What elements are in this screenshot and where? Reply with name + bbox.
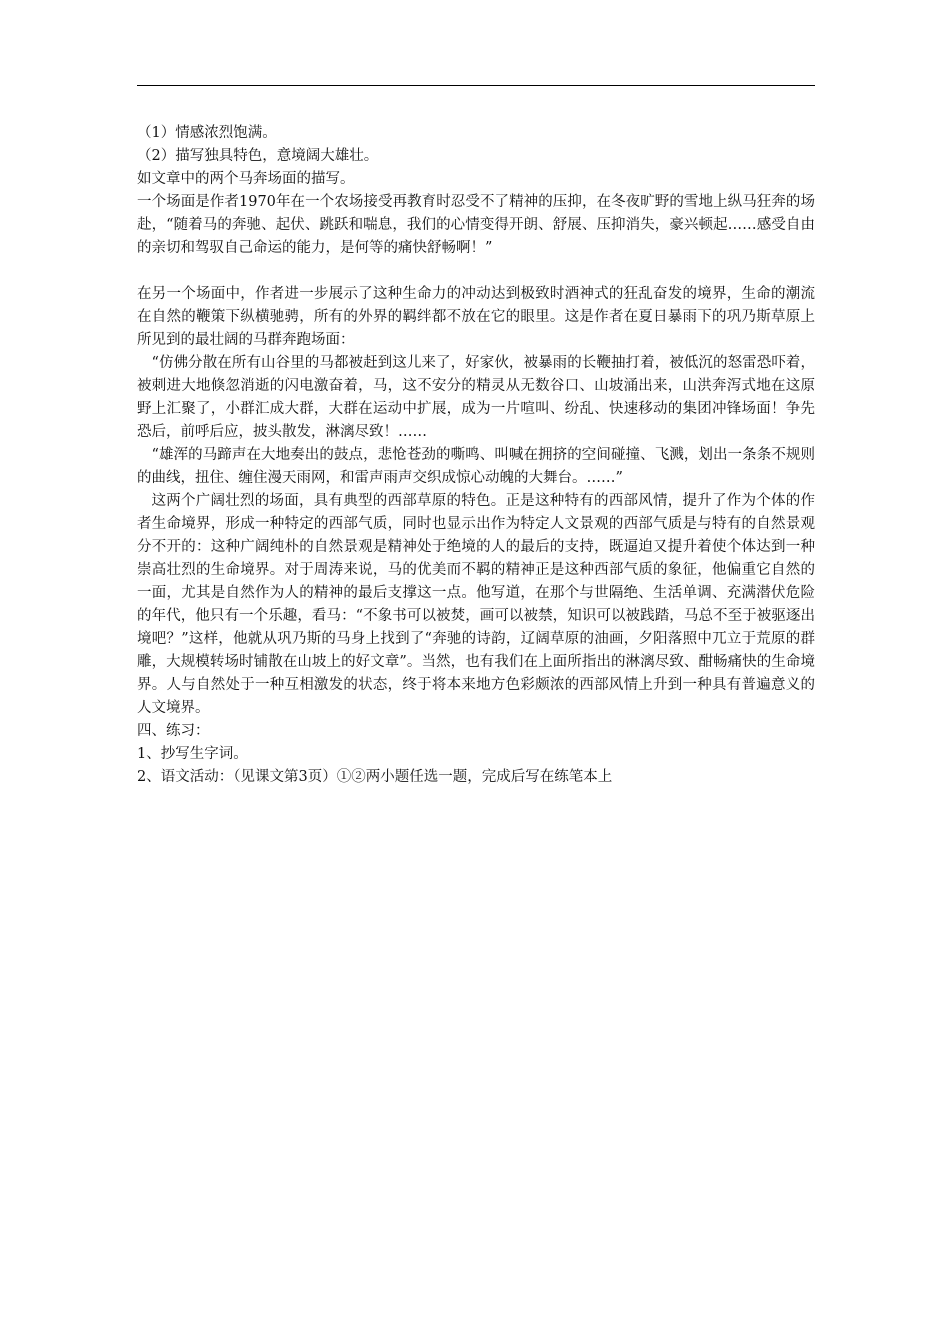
paragraph-gap [137, 260, 815, 283]
point-1: （1）情感浓烈饱满。 [137, 125, 277, 141]
quote-1: “仿佛分散在所有山谷里的马都被赶到这儿来了，好家伙，被暴雨的长鞭抽打着，被低沉的怒雷恐吓着，被刺进大地倏忽消逝的闪电激奋着，马，这不安分的精灵从无数谷口、山坡涌出来，山洪奔泻式地在这原野上汇聚了，小群汇成大群，大群在运动中扩展，成为一片喧叫、纷乱、快速移动的集团冲锋场面！争先恐后，前呼后应，披头散发，淋漓尽致！…… [137, 355, 815, 440]
paragraph-scene-2: 在另一个场面中，作者进一步展示了这种生命力的冲动达到极致时酒神式的狂乱奋发的境界，生命的潮流在自然的鞭策下纵横驰骋，所有的外界的羁绊都不放在它的眼里。这是作者在夏日暴雨下的巩乃斯草原上所见到的最壮阔的马群奔跑场面： [137, 286, 815, 348]
exercise-1: 1、抄写生字词。 [137, 746, 248, 762]
point-2: （2）描写独具特色，意境阔大雄壮。 [137, 148, 379, 164]
quote-2: “雄浑的马蹄声在大地奏出的鼓点，悲怆苍劲的嘶鸣、叫喊在拥挤的空间碰撞、飞溅，划出一条条不规则的曲线，扭住、缠住漫天雨网，和雷声雨声交织成惊心动魄的大舞台。……” [137, 447, 815, 486]
header-rule [137, 85, 815, 86]
paragraph-analysis: 这两个广阔壮烈的场面，具有典型的西部草原的特色。正是这种特有的西部风情，提升了作为个体的作者生命境界，形成一种特定的西部气质，同时也显示出作为特定人文景观的西部气质是与特有的自然景观分不开的：这种广阔纯朴的自然景观是精神处于绝境的人的最后的支持，既逼迫又提升着使个体达到一种崇高壮烈的生命境界。对于周涛来说，马的优美而不羁的精神正是这种西部气质的象征，他偏重它自然的一面，尤其是自然作为人的精神的最后支撑这一点。他写道，在那个与世隔绝、生活单调、充满潜伏危险的年代，他只有一个乐趣，看马：“不象书可以被焚，画可以被禁，知识可以被践踏，马总不至于被驱逐出境吧？”这样，他就从巩乃斯的马身上找到了“奔驰的诗韵，辽阔草原的油画，夕阳落照中兀立于荒原的群雕，大规模转场时铺散在山坡上的好文章”。当然，也有我们在上面所指出的淋漓尽致、酣畅痛快的生命境界。人与自然处于一种互相激发的状态，终于将本来地方色彩颇浓的西部风情上升到一种具有普遍意义的人文境界。 [137, 493, 815, 716]
exercise-2: 2、语文活动：（见课文第3页）①②两小题任选一题，完成后写在练笔本上 [137, 769, 613, 785]
paragraph-scene-1: 一个场面是作者1970年在一个农场接受再教育时忍受不了精神的压抑，在冬夜旷野的雪地上纵马狂奔的场赴，“随着马的奔驰、起伏、跳跃和喘息，我们的心情变得开朗、舒展、压抑消失，豪兴顿起……感受自由的亲切和驾驭自己命运的能力，是何等的痛快舒畅啊！” [137, 194, 815, 256]
intro-line: 如文章中的两个马奔场面的描写。 [137, 171, 355, 187]
section-heading-exercises: 四、练习： [137, 723, 210, 739]
document-body [137, 122, 815, 789]
